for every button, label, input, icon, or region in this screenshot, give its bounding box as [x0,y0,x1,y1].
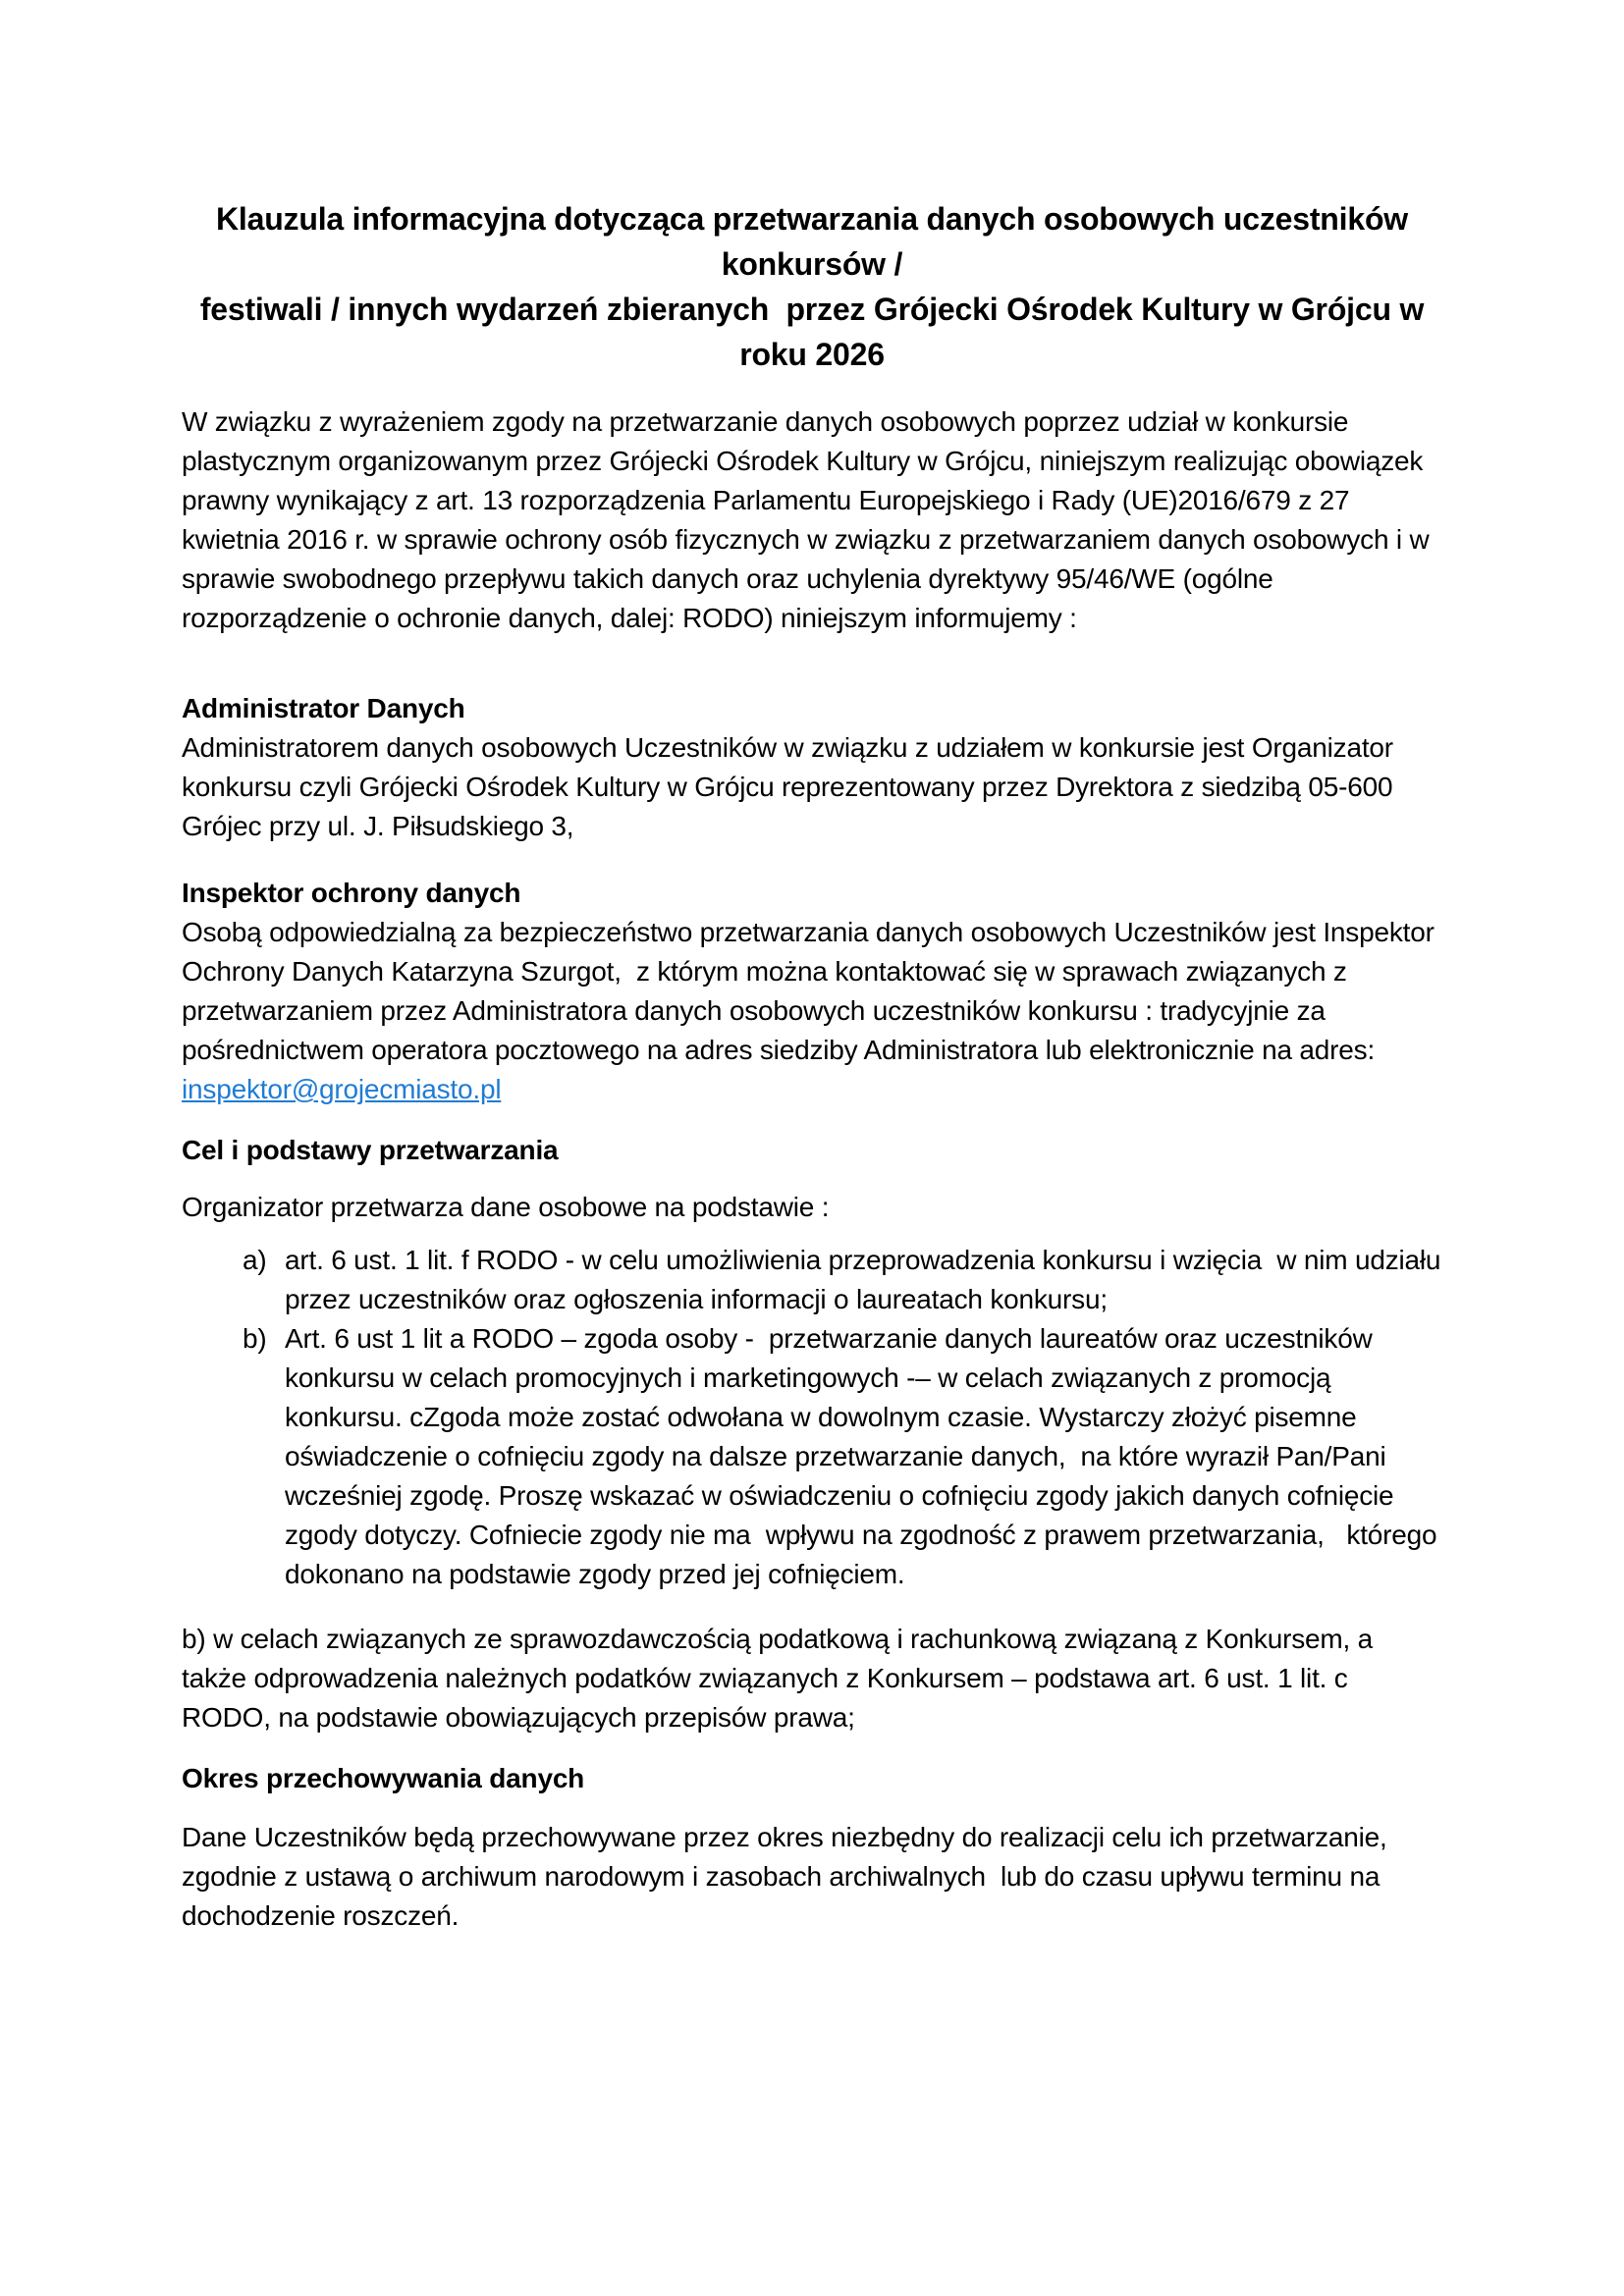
inspector-body [182,913,1442,1109]
section-heading-administrator: Administrator Danych [182,693,465,723]
list-marker-b: b) [243,1323,267,1354]
section-heading-retention: Okres przechowywania danych [182,1763,585,1793]
list-item-a-text: art. 6 ust. 1 lit. f RODO - w celu umożliwienia przeprowadzenia konkursu i wzięcia w nim udziału przez uczestników oraz ogłoszenia informacji o laureatach konkursu; [285,1245,1448,1314]
email-link[interactable]: inspektor@grojecmiasto.pl [182,1074,502,1104]
purpose-lead: Organizator przetwarza dane osobowe na podstawie : [182,1192,830,1222]
tax-paragraph: b) w celach związanych ze sprawozdawczością podatkową i rachunkową związaną z Konkursem, a także odprowadzenia należnych podatków związanych z Konkursem – podstawa art. 6 ust. 1 lit. c RODO, na podstawie obowiązujących przepisów prawa; [182,1624,1380,1733]
title-line-2: festiwali / innych wydarzeń zbieranych przez Grójecki Ośrodek Kultury w Grójcu w roku 2026 [199,292,1433,372]
list-item-a [182,1241,1448,1319]
retention-body: Dane Uczestników będą przechowywane przez okres niezbędny do realizacji celu ich przetwarzanie, zgodnie z ustawą o archiwum narodowym i zasobach archiwalnych lub do czasu upływu terminu na dochodzenie roszczeń. [182,1822,1395,1931]
legal-basis-list [182,1241,1448,1594]
intro-paragraph: W związku z wyrażeniem zgody na przetwarzanie danych osobowych poprzez udział w konkursie plastycznym organizowanym przez Grójecki Ośrodek Kultury w Grójcu, niniejszym realizując obowiązek prawny wynikający z art. 13 rozporządzenia Parlamentu Europejskiego i Rady (UE)2016/679 z 27 kwietnia 2016 r. w sprawie ochrony osób fizycznych w związku z przetwarzaniem danych osobowych i w sprawie swobodnego przepływu takich danych oraz uchylenia dyrektywy 95/46/WE (ogólne rozporządzenie o ochronie danych, dalej: RODO) niniejszym informujemy : [182,406,1437,633]
section-heading-purpose: Cel i podstawy przetwarzania [182,1135,559,1165]
list-item-b-text: Art. 6 ust 1 lit a RODO – zgoda osoby - przetwarzanie danych laureatów oraz uczestników konkursu w celach promocyjnych i marketingowych -– w celach związanych z promocją konkursu. cZgoda może zostać odwołana w dowolnym czasie. Wystarczy złożyć pisemne oświadczenie o cofnięciu zgody na dalsze przetwarzanie danych, na które wyraził Pan/Pani wcześniej zgodę. Proszę wskazać w oświadczeniu o cofnięciu zgody jakich danych cofnięcie zgody dotyczy. Cofniecie zgody nie ma wpływu na zgodność z prawem przetwarzania, którego dokonano na podstawie zgody przed jej cofnięciem. [285,1323,1445,1589]
inspector-body-text: Osobą odpowiedzialną za bezpieczeństwo przetwarzania danych osobowych Uczestników jest Inspektor Ochrony Danych Katarzyna Szurgot, z którym można kontaktować się w sprawach związanych z przetwarzaniem przez Administratora danych osobowych uczestników konkursu : tradycyjnie za pośrednictwem operatora pocztowego na adres siedziby Administratora lub elektronicznie na adres: [182,917,1442,1065]
list-marker-a: a) [243,1245,267,1275]
administrator-body: Administratorem danych osobowych Uczestników w związku z udziałem w konkursie jest Organizator konkursu czyli Grójecki Ośrodek Kultury w Grójcu reprezentowany przez Dyrektora z siedzibą 05-600 Grójec przy ul. J. Piłsudskiego 3, [182,732,1401,841]
list-item-b [182,1319,1445,1594]
document-title [182,196,1442,377]
title-line-1: Klauzula informacyjna dotycząca przetwarzania danych osobowych uczestników konkursów / [216,201,1426,282]
section-heading-inspector: Inspektor ochrony danych [182,878,521,908]
